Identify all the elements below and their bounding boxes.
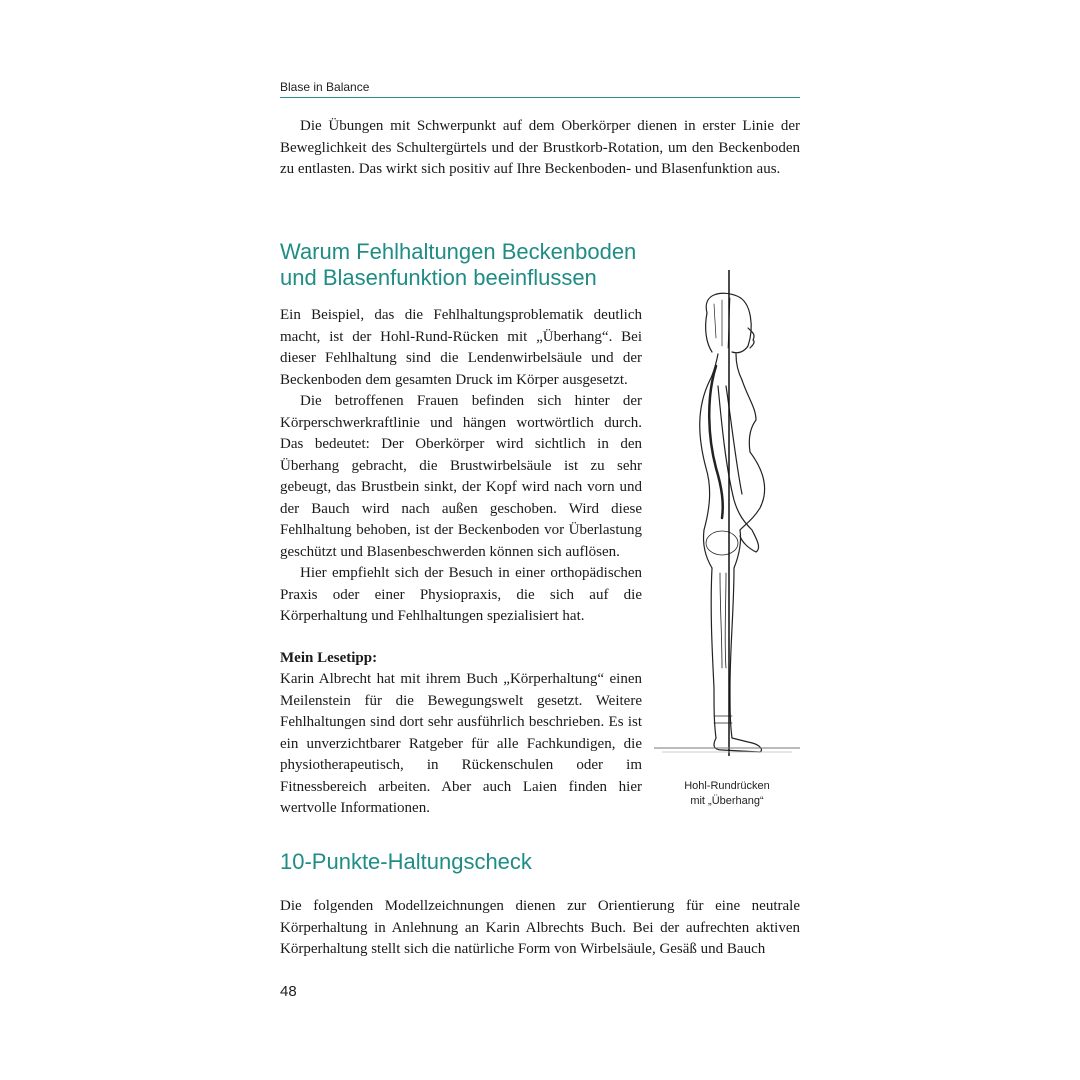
paragraph-recommendation: Hier empfiehlt sich der Besuch in einer orthopädischen Praxis oder einer Physiopraxis, die sich auf die Körperhaltung und Fehlhaltungen spezialisiert hat. xyxy=(280,565,642,624)
paragraph-model-drawings: Die folgenden Modellzeichnungen dienen zur Orientierung für eine neutrale Körperhaltung in Anlehnung an Karin Albrechts Buch. Bei der aufrechten aktiven Körperhaltung stellt sich die natürliche Form von Wirbelsäule, Gesäß und Bauch xyxy=(280,898,800,957)
posture-illustration xyxy=(652,268,802,763)
paragraph-affected-women: Die betroffenen Frauen befinden sich hinter der Körperschwerkraftlinie und hängen wortwörtlich durch. Das bedeutet: Der Oberkörper wird sichtlich in den Überhang gebracht, die Brustwirbelsäule ist zu sehr gebeugt, das Brustbein sinkt, der Kopf wird nach vorn und der Bauch wird nach außen geschoben. Wird diese Fehlhaltung behoben, ist der Beckenboden vor Überlastung geschützt und Blasenbeschwerden können sich auflösen. xyxy=(280,393,642,560)
section-heading-fehlhaltungen xyxy=(280,239,700,291)
reading-tip-title: Mein Lesetipp: xyxy=(280,649,378,666)
reading-tip-text: Karin Albrecht hat mit ihrem Buch „Körperhaltung“ einen Meilenstein für die Bewegungswelt gesetzt. Weitere Fehlhaltungen sind dort sehr ausführlich beschrieben. Es ist ein unverzichtbarer Ratgeber für alle Fachkundigen, die physiotherapeutisch, in Rückenschulen oder im Fitnessbereich arbeiten. Aber auch Laien finden hier wertvolle Informationen. xyxy=(280,671,642,816)
paragraph-example: Ein Beispiel, das die Fehlhaltungsproblematik deutlich macht, ist der Hohl-Rund-Rücken mit „Überhang“. Bei dieser Fehlhaltung sind die Lendenwirbelsäule und der Beckenboden dem gesamten Druck im Körper ausgesetzt. xyxy=(280,307,642,388)
running-head: Blase in Balance xyxy=(280,80,800,98)
section-heading-haltungscheck: 10-Punkte-Haltungscheck xyxy=(280,849,532,874)
heading-line-1: Warum Fehlhaltungen Beckenboden xyxy=(280,239,637,264)
page-number: 48 xyxy=(280,983,297,1000)
heading-line-2: und Blasenfunktion beeinflussen xyxy=(280,265,597,290)
caption-line-1: Hohl-Rundrücken xyxy=(684,780,770,792)
main-text-column xyxy=(280,305,642,820)
caption-line-2: mit „Überhang“ xyxy=(690,795,764,807)
figure-caption xyxy=(652,779,802,809)
intro-paragraph: Die Übungen mit Schwerpunkt auf dem Oberkörper dienen in erster Linie der Beweglichkeit des Schultergürtels und der Brustkorb-Rotation, um den Beckenboden zu entlasten. Das wirkt sich positiv auf Ihre Beckenboden- und Blasenfunktion aus. xyxy=(280,118,800,177)
